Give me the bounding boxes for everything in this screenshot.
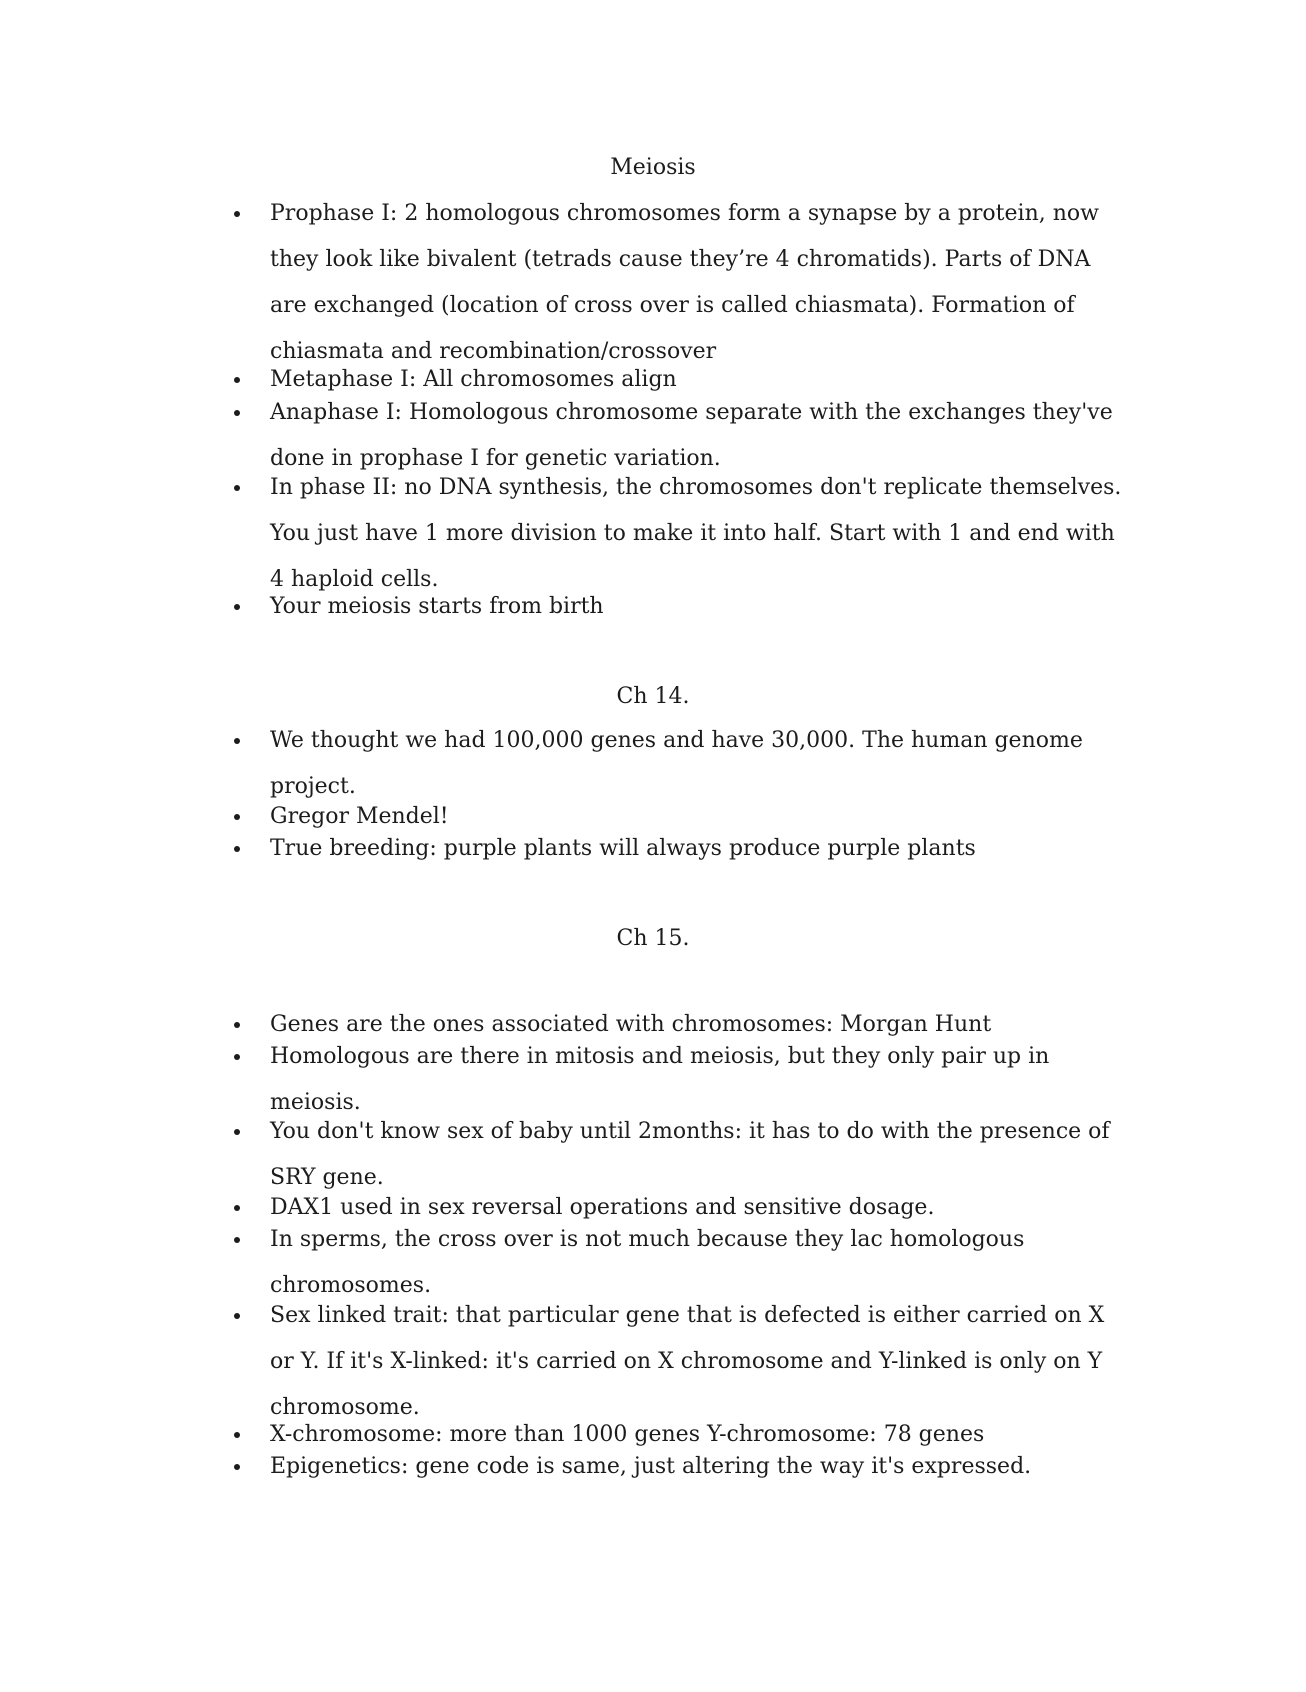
list-item-text: Gregor Mendel! — [270, 804, 449, 829]
bullet-icon — [234, 410, 240, 416]
list-item-text: Metaphase I: All chromosomes align — [270, 367, 677, 392]
bullet-icon — [234, 1237, 240, 1243]
list-item-text: DAX1 used in sex reversal operations and sensitive dosage. — [270, 1195, 935, 1220]
bullet-icon — [234, 1022, 240, 1028]
list-item-text: Prophase I: 2 homologous chromosomes form a synapse by a protein, now they look like bivalent (tetrads cause they’re 4 chromatids). Parts of DNA are exchanged (location of cross over is called chiasmata). Formation of chiasmata and recombination/crossover — [270, 201, 1099, 364]
list-item-text: Your meiosis starts from birth — [270, 594, 604, 619]
list-item-text: X-chromosome: more than 1000 genes Y-chromosome: 78 genes — [270, 1422, 985, 1447]
bullet-icon — [234, 814, 240, 820]
bullet-icon — [234, 1205, 240, 1211]
list-item-text: Anaphase I: Homologous chromosome separate with the exchanges they've done in prophase I for genetic variation. — [270, 400, 1113, 471]
section-title-ch14: Ch 14. — [616, 684, 690, 709]
list-item-text: Genes are the ones associated with chromosomes: Morgan Hunt — [270, 1012, 992, 1037]
list-item-text: In sperms, the cross over is not much because they lac homologous chromosomes. — [270, 1227, 1025, 1298]
list-item-text: Epigenetics: gene code is same, just altering the way it's expressed. — [270, 1454, 1032, 1479]
bullet-icon — [234, 846, 240, 852]
list-item-text: Homologous are there in mitosis and meiosis, but they only pair up in meiosis. — [270, 1044, 1050, 1115]
section-title-meiosis: Meiosis — [610, 155, 696, 180]
bullet-icon — [234, 1054, 240, 1060]
bullet-icon — [234, 1129, 240, 1135]
list-item-text: Sex linked trait: that particular gene that is defected is either carried on X or Y. If it's X-linked: it's carried on X chromosome and Y-linked is only on Y chromosome. — [270, 1303, 1105, 1420]
bullet-icon — [234, 1464, 240, 1470]
bullet-icon — [234, 377, 240, 383]
list-item-text: You don't know sex of baby until 2months: it has to do with the presence of SRY gene. — [270, 1119, 1110, 1190]
list-item-text: We thought we had 100,000 genes and have 30,000. The human genome project. — [270, 728, 1083, 799]
list-item-text: In phase II: no DNA synthesis, the chromosomes don't replicate themselves. You just have 1 more division to make it into half. Start with 1 and end with 4 haploid cells. — [270, 475, 1122, 592]
bullet-icon — [234, 1432, 240, 1438]
list-item-text: True breeding: purple plants will always produce purple plants — [270, 836, 976, 861]
bullet-icon — [234, 1313, 240, 1319]
section-title-ch15: Ch 15. — [616, 926, 690, 951]
bullet-icon — [234, 604, 240, 610]
bullet-icon — [234, 485, 240, 491]
bullet-icon — [234, 211, 240, 217]
bullet-icon — [234, 738, 240, 744]
